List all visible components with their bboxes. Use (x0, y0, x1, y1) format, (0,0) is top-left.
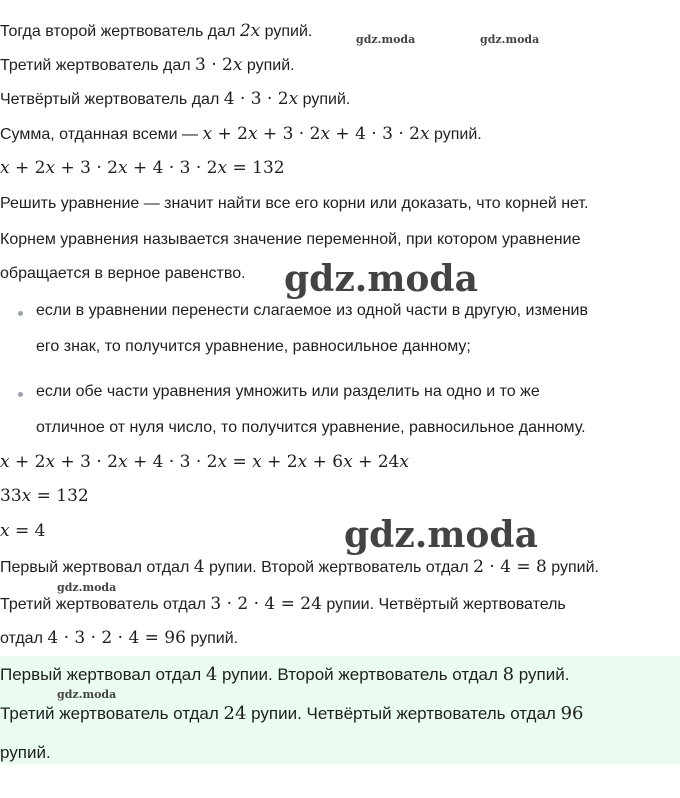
watermark-small-2: gdz.moda (480, 33, 540, 46)
result-2-b: рупии. Четвёртый жертвователь (321, 596, 566, 613)
watermark-large-1: gdz.moda (284, 258, 478, 300)
equation-3: x = 4 (0, 521, 46, 541)
line-4-tail: рупий. (429, 126, 482, 143)
result-1-math-2: 2 · 4 = 8 (473, 557, 547, 577)
answer-1-b: рупии. Второй жертвователь отдал (217, 665, 503, 684)
result-line-3 (0, 628, 238, 649)
equation-main: x + 2x + 3 · 2x + 4 · 3 · 2x = 132 (0, 158, 285, 178)
answer-2-a: Третий жертвователь отдал (0, 704, 224, 723)
answer-2-math-1: 24 (223, 703, 247, 724)
result-3-a: отдал (0, 630, 48, 647)
text-line-1 (0, 21, 312, 42)
result-2-math-1: 3 · 2 · 4 = 24 (210, 594, 322, 614)
watermark-small-1: gdz.moda (356, 33, 416, 46)
line-4-text: Сумма, отданная всеми — (0, 126, 203, 143)
bullet-dot-1 (18, 311, 23, 316)
answer-2-b: рупии. Четвёртый жертвователь отдал (246, 704, 561, 723)
answer-line-2 (0, 704, 583, 724)
answer-1-c: рупий. (514, 665, 570, 684)
bullet-2-line-2: отличное от нуля число, то получится уравнение, равносильное данному. (36, 419, 586, 436)
result-line-1 (0, 557, 599, 578)
line-2-text: Третий жертвователь дал (0, 57, 195, 74)
watermark-large-2: gdz.moda (344, 514, 538, 556)
answer-1-math-2: 8 (502, 664, 515, 685)
text-line-4 (0, 124, 482, 145)
answer-1-math-1: 4 (205, 664, 218, 685)
math-2x: 2x (239, 21, 261, 41)
math-4-3-2x: 4 · 3 · 2x (223, 89, 299, 109)
equation-2: 33x = 132 (0, 486, 89, 506)
answer-line-3: рупий. (0, 743, 51, 762)
bullet-1-line-2: его знак, то получится уравнение, равносильное данному; (36, 338, 471, 355)
text-line-2 (0, 55, 295, 76)
result-1-math-1: 4 (193, 557, 205, 577)
result-3-math-1: 4 · 3 · 2 · 4 = 96 (47, 628, 186, 648)
text-line-7: Корнем уравнения называется значение переменной, при котором уравнение (0, 231, 581, 248)
text-line-8: обращается в верное равенство. (0, 265, 246, 282)
result-2-a: Третий жертвователь отдал (0, 596, 211, 613)
line-3-text: Четвёртый жертвователь дал (0, 91, 224, 108)
watermark-small-3: gdz.moda (57, 581, 117, 594)
text-line-6: Решить уравнение — значит найти все его корни или доказать, что корней нет. (0, 195, 589, 212)
math-sum-expr: x + 2x + 3 · 2x + 4 · 3 · 2x (202, 124, 430, 144)
equation-1: x + 2x + 3 · 2x + 4 · 3 · 2x = x + 2x + 6x + 24x (0, 452, 409, 472)
line-1-text: Тогда второй жертвователь дал (0, 23, 240, 40)
bullet-dot-2 (18, 392, 23, 397)
math-3-2x: 3 · 2x (195, 55, 243, 75)
line-2-tail: рупий. (242, 57, 295, 74)
result-3-b: рупий. (185, 630, 239, 647)
bullet-2-line-1: если обе части уравнения умножить или разделить на одно и то же (36, 383, 540, 400)
result-line-2 (0, 594, 566, 615)
answer-2-math-2: 96 (560, 703, 584, 724)
result-1-c: рупий. (546, 559, 599, 576)
answer-line-1 (0, 665, 569, 685)
result-1-b: рупии. Второй жертвователь отдал (204, 559, 474, 576)
text-line-3 (0, 89, 350, 110)
line-3-tail: рупий. (298, 91, 351, 108)
result-1-a: Первый жертвовал отдал (0, 559, 194, 576)
line-1-tail: рупий. (260, 23, 313, 40)
bullet-1-line-1: если в уравнении перенести слагаемое из одной части в другую, изменив (36, 302, 588, 319)
watermark-small-4: gdz.moda (57, 688, 117, 701)
answer-1-a: Первый жертвовал отдал (0, 665, 206, 684)
